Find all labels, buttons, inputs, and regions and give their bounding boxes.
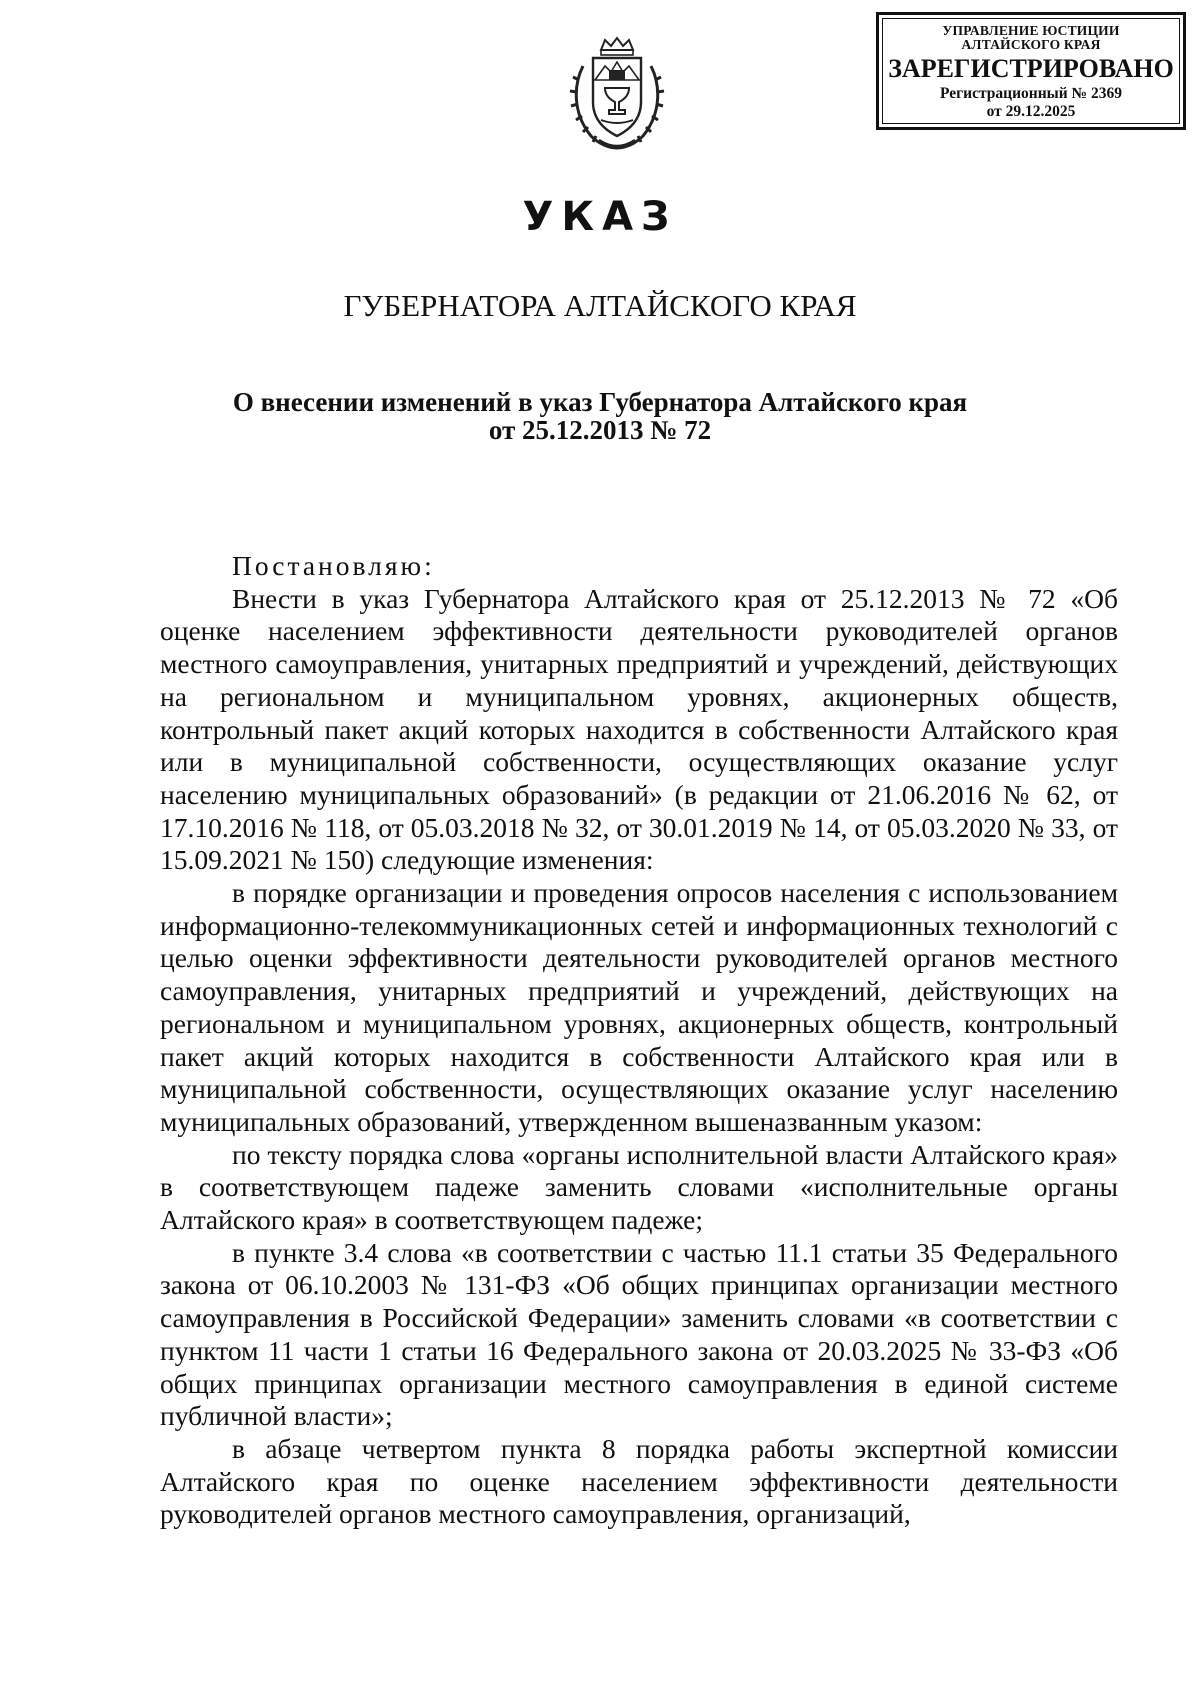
coat-of-arms-emblem (565, 36, 669, 152)
stamp-status: ЗАРЕГИСТРИРОВАНО (888, 54, 1174, 83)
document-title-line1: О внесении изменений в указ Губернатора Алтайского края (232, 387, 968, 417)
document-body (160, 550, 1118, 1531)
stamp-org-line2: АЛТАЙСКОГО КРАЯ (961, 37, 1101, 52)
document-title-line2: от 25.12.2013 № 72 (488, 415, 712, 445)
stamp-org-line1: УПРАВЛЕНИЕ ЮСТИЦИИ (942, 23, 1120, 38)
stamp-reg-number: Регистрационный № 2369 (940, 85, 1122, 102)
registration-stamp (876, 12, 1186, 130)
body-paragraph-5: в абзаце четвертом пункта 8 порядка работы экспертной комиссии Алтайского края по оценке населением эффективности деятельности руководителей органов местного самоуправления, организаций, (160, 1432, 1118, 1530)
body-paragraph-1: Внести в указ Губернатора Алтайского края от 25.12.2013 № 72 «Об оценке населением эффективности деятельности руководителей органов местного самоуправления, унитарных предприятий и учреждений, действующих на региональном и муниципальном уровнях, акционерных обществ, контрольный пакет акций которых находится в собственности Алтайского края или в муниципальной собственности, осуществляющих оказание услуг населению муниципальных образований» (в редакции от 21.06.2016 № 62, от 17.10.2016 № 118, от 05.03.2018 № 32, от 30.01.2019 № 14, от 05.03.2020 № 33, от 15.09.2021 № 150) следующие изменения: (160, 582, 1118, 876)
document-authority-heading: ГУБЕРНАТОРА АЛТАЙСКОГО КРАЯ (343, 288, 857, 323)
body-paragraph-4: в пункте 3.4 слова «в соответствии с частью 11.1 статьи 35 Федерального закона от 06.10.2003 № 131-ФЗ «Об общих принципах организации местного самоуправления в Российской Федерации» заменить словами «в соответствии с пунктом 11 части 1 статьи 16 Федерального закона от 20.03.2025 № 33-ФЗ «Об общих принципах организации местного самоуправления в единой системе публичной власти»; (160, 1236, 1118, 1432)
stamp-reg-date: от 29.12.2025 (986, 103, 1076, 120)
decree-word: Постановляю: (232, 550, 435, 581)
body-paragraph-2: в порядке организации и проведения опросов населения с использованием информационно-телекоммуникационных сетей и информационных технологий с целью оценки эффективности деятельности руководителей органов местного самоуправления, унитарных предприятий и учреждений, действующих на региональном и муниципальном уровнях, акционерных обществ, контрольный пакет акций которых находится в собственности Алтайского края или в муниципальной собственности, осуществляющих оказание услуг населению муниципальных образований, утвержденном вышеназванным указом: (160, 877, 1118, 1137)
document-title (0, 388, 1200, 444)
document-type-heading: УКАЗ (522, 194, 678, 240)
registration-stamp-inner (882, 18, 1180, 124)
body-paragraph-3: по тексту порядка слова «органы исполнительной власти Алтайского края» в соответствующем падеже заменить словами «исполнительные органы Алтайского края» в соответствующем падеже; (160, 1138, 1118, 1236)
